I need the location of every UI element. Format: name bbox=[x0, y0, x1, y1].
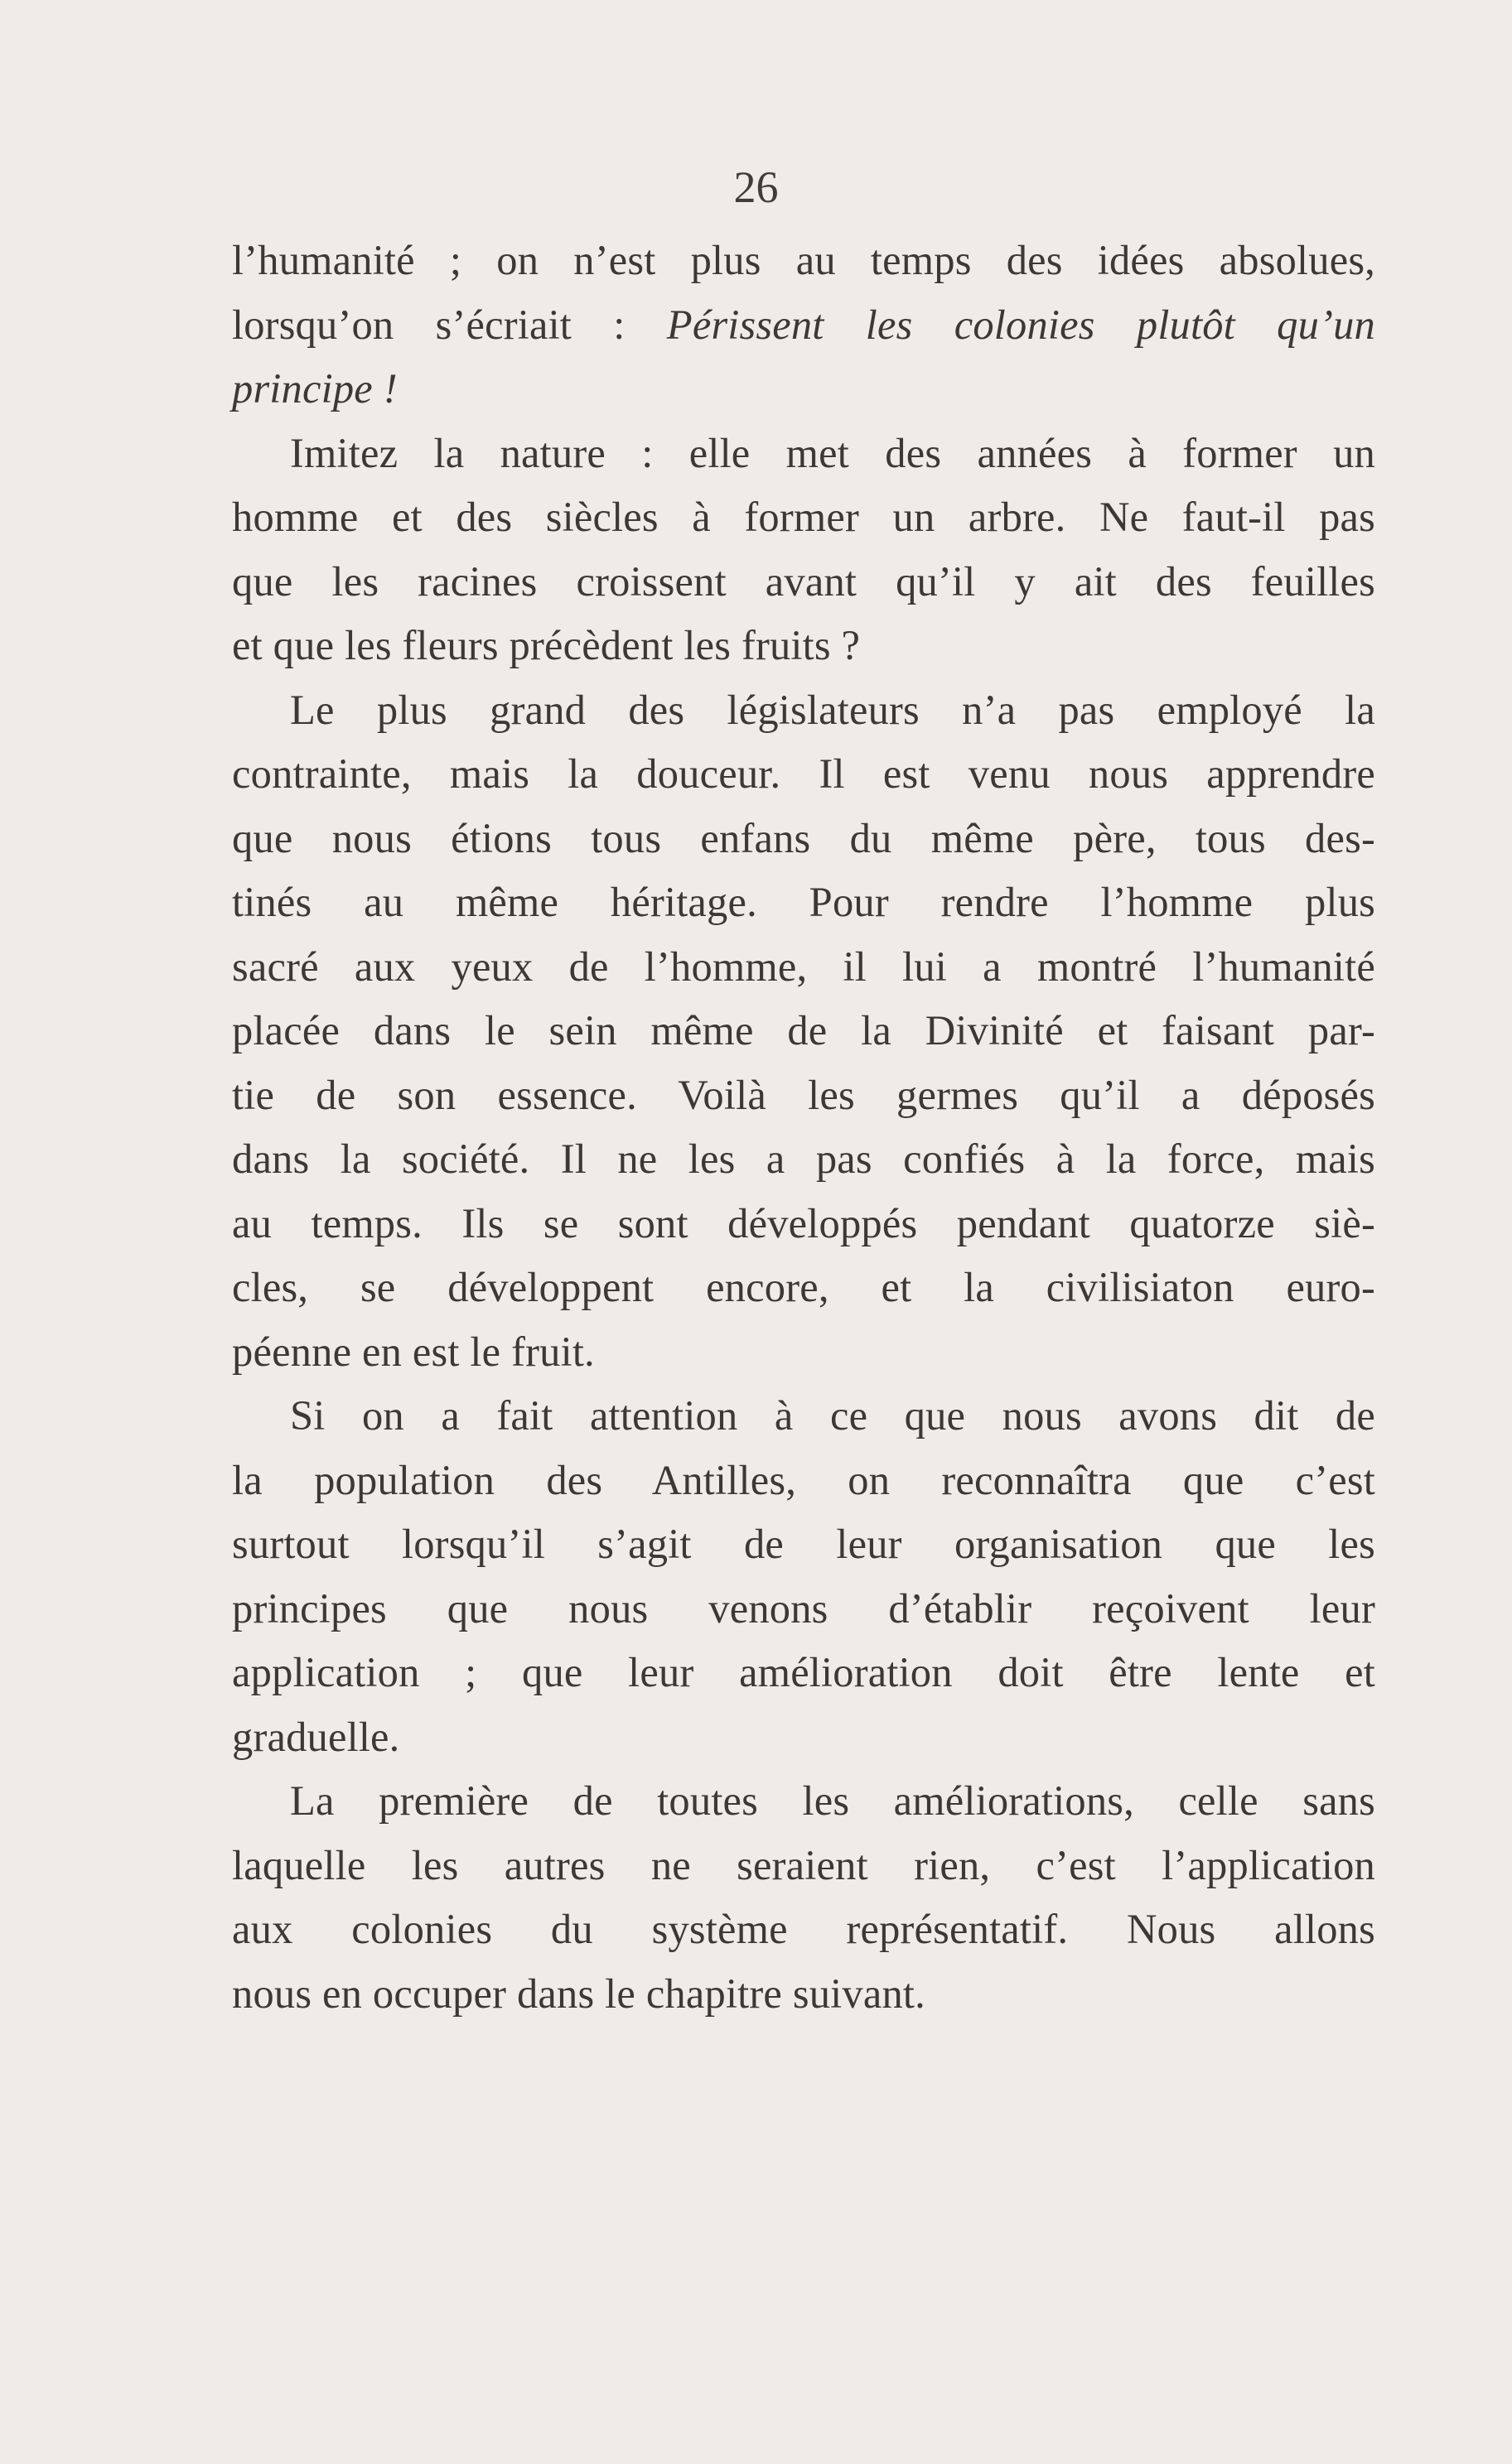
text-line bbox=[232, 357, 1375, 422]
text-line: laquelle les autres ne seraient rien, c’est l’application bbox=[232, 1841, 1375, 1888]
italic-text: Périssent les colonies plutôt qu’un bbox=[666, 301, 1375, 348]
paragraph bbox=[232, 678, 1375, 1385]
text-line: tie de son essence. Voilà les germes qu’il a déposés bbox=[232, 1071, 1375, 1118]
paragraph bbox=[232, 422, 1375, 678]
text-line: au temps. Ils se sont développés pendant quatorze siè- bbox=[232, 1199, 1375, 1246]
text-line: aux colonies du système représentatif. Nous allons bbox=[232, 1906, 1375, 1952]
text-line: Imitez la nature : elle met des années à former un bbox=[290, 429, 1375, 476]
text-line: sacré aux yeux de l’homme, il lui a montré l’humanité bbox=[232, 943, 1375, 990]
text-line: La première de toutes les améliorations, celle sans bbox=[290, 1777, 1375, 1824]
text-line: cles, se développent encore, et la civilisiaton euro- bbox=[232, 1264, 1375, 1310]
paragraph bbox=[232, 1769, 1375, 2026]
text-line: dans la société. Il ne les a pas confiés à la force, mais bbox=[232, 1136, 1375, 1182]
text-line: Le plus grand des législateurs n’a pas employé la bbox=[290, 686, 1375, 733]
text-line: et que les fleurs précèdent les fruits ? bbox=[232, 622, 861, 668]
text-line: que les racines croissent avant qu’il y ait des feuilles bbox=[232, 557, 1375, 605]
body-text bbox=[232, 229, 1375, 2026]
italic-text: principe ! bbox=[232, 365, 398, 412]
paragraph bbox=[232, 229, 1375, 422]
text-line: surtout lorsqu’il s’agit de leur organisation que les bbox=[232, 1521, 1375, 1567]
text-line: la population des Antilles, on reconnaîtra que c’est bbox=[232, 1456, 1375, 1503]
text-line bbox=[232, 293, 1375, 358]
text-line: application ; que leur amélioration doit être lente et bbox=[232, 1649, 1375, 1695]
text-line: péenne en est le fruit. bbox=[232, 1328, 595, 1375]
text-segment: lorsqu’on s’écriait : bbox=[232, 301, 667, 348]
text-line: homme et des siècles à former un arbre. Ne faut-il pas bbox=[232, 494, 1375, 540]
text-line: Si on a fait attention à ce que nous avons dit de bbox=[290, 1392, 1375, 1439]
text-line: contrainte, mais la douceur. Il est venu nous apprendre bbox=[232, 750, 1375, 797]
text-line: placée dans le sein même de la Divinité et faisant par- bbox=[232, 1007, 1375, 1054]
text-line: nous en occuper dans le chapitre suivant. bbox=[232, 1970, 925, 2017]
page-number: 26 bbox=[733, 162, 779, 212]
text-line: que nous étions tous enfans du même père, tous des- bbox=[232, 814, 1375, 861]
text-line: principes que nous venons d’établir reçoivent leur bbox=[232, 1584, 1375, 1632]
text-line: tinés au même héritage. Pour rendre l’homme plus bbox=[232, 879, 1375, 925]
text-line: graduelle. bbox=[232, 1713, 400, 1760]
text-line: l’humanité ; on n’est plus au temps des idées absolues, bbox=[232, 237, 1375, 283]
paragraph bbox=[232, 1384, 1375, 1769]
